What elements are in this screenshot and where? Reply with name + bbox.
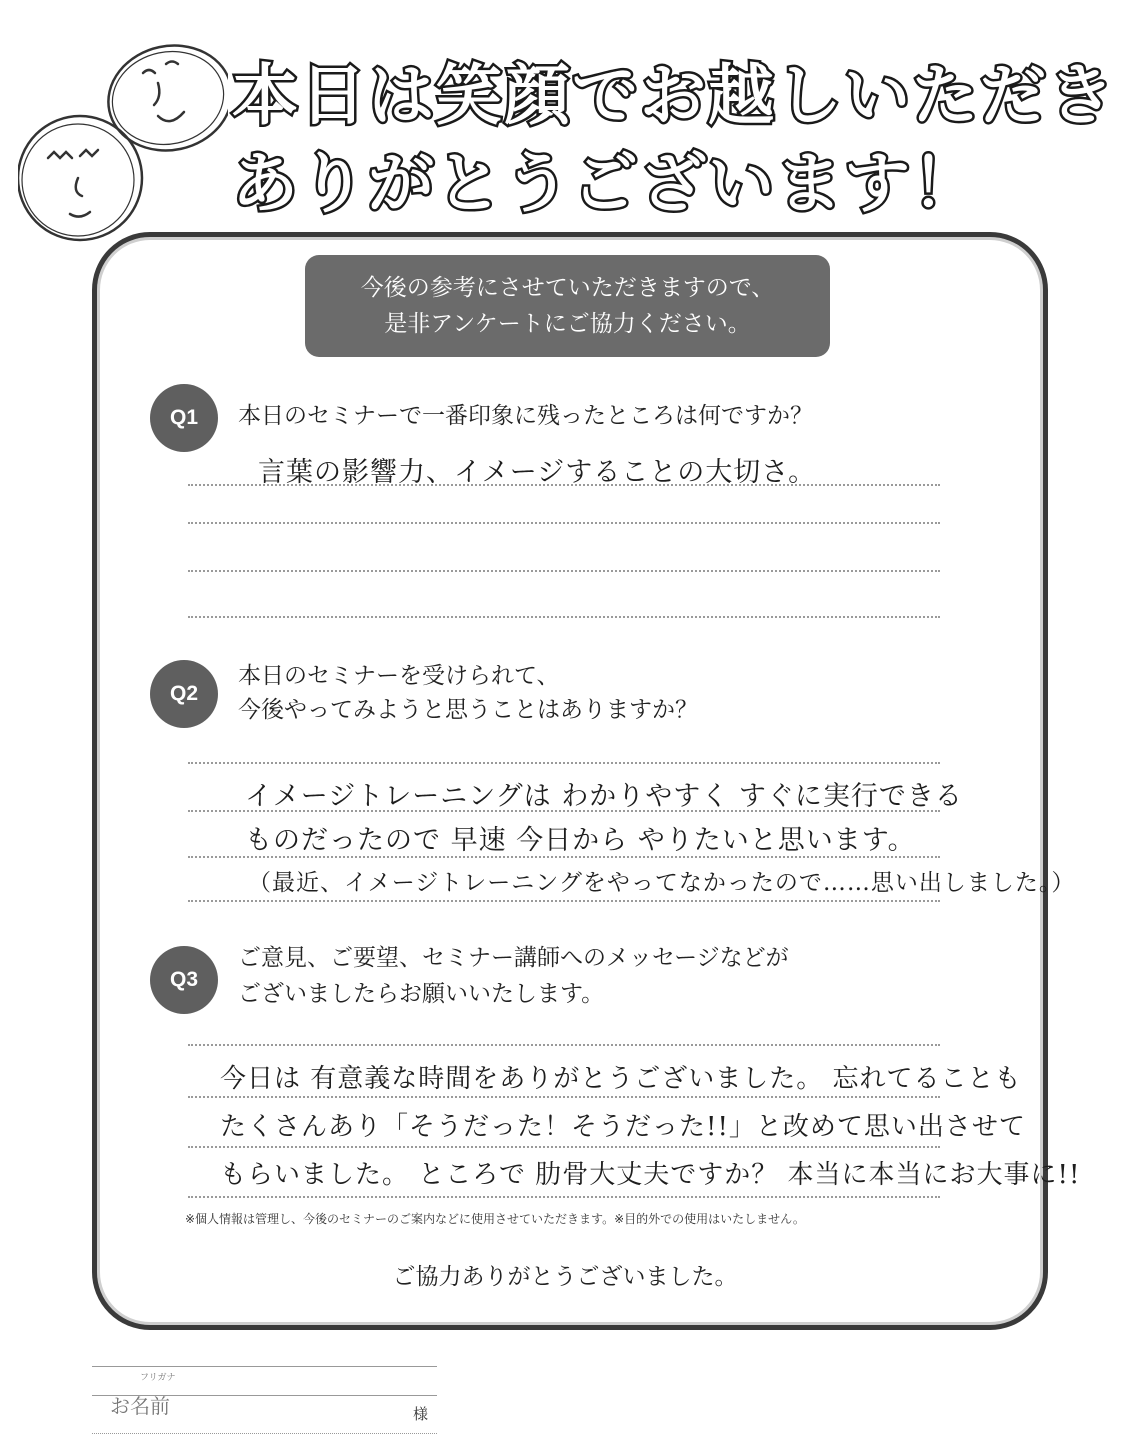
q2-badge: Q2	[150, 660, 218, 728]
answer-line	[188, 1044, 940, 1046]
answer-line	[188, 570, 940, 572]
answer-line	[188, 522, 940, 524]
instruction-banner	[305, 255, 830, 357]
answer-line	[188, 1196, 940, 1198]
furigana-line	[92, 1366, 437, 1367]
name-line	[92, 1433, 437, 1434]
q3-text-line-1: ご意見、ご要望、セミナー講師へのメッセージなどが	[238, 945, 789, 971]
banner-line-2: 是非アンケートにご協力ください。	[384, 311, 751, 337]
q2-answer-line-3: （最近、イメージトレーニングをやってなかったので……思い出しました。）	[248, 870, 1076, 896]
q3-answer-line-1: 今日は 有意義な時間をありがとうございました。 忘れてることも	[220, 1064, 1022, 1094]
honorific-label: 様	[413, 1405, 429, 1423]
answer-line	[188, 762, 940, 764]
q3-answer-line-2: たくさんあり「そうだった！そうだった!!」と改めて思い出させて	[220, 1112, 1026, 1142]
privacy-note: ※個人情報は管理し、今後のセミナーのご案内などに使用させていただきます。※目的外での使用はいたしません。	[185, 1212, 805, 1226]
answer-line	[188, 616, 940, 618]
answer-line	[188, 900, 940, 902]
q3-answer-line-3: もらいました。 ところで 肋骨大丈夫ですか？ 本当に本当にお大事に!!	[220, 1160, 1081, 1190]
furigana-label: フリガナ	[140, 1373, 176, 1383]
q1-answer: 言葉の影響力、イメージすることの大切さ。	[258, 457, 817, 488]
name-label: お名前	[110, 1394, 170, 1418]
banner-line-1: 今後の参考にさせていただきますので、	[360, 275, 775, 301]
q3-text-line-2: ございましたらお願いいたします。	[238, 981, 605, 1007]
q2-answer-line-2: ものだったので 早速 今日から やりたいと思います。	[245, 825, 916, 856]
q2-text-line-1: 本日のセミナーを受けられて、	[238, 663, 560, 689]
thanks-message: ご協力ありがとうございました。	[392, 1264, 738, 1290]
q1-badge: Q1	[150, 384, 218, 452]
q2-answer-line-1: イメージトレーニングは わかりやすく すぐに実行できる	[245, 781, 963, 812]
answer-line	[188, 1096, 940, 1098]
answer-line	[188, 1146, 940, 1148]
smiley-faces-doodle	[18, 28, 228, 248]
title-line-2: ありがとうございます！	[232, 145, 980, 222]
q3-badge: Q3	[150, 946, 218, 1014]
q1-text: 本日のセミナーで一番印象に残ったところは何ですか？	[238, 403, 813, 429]
answer-line	[188, 810, 940, 812]
q2-text-line-2: 今後やってみようと思うことはありますか？	[238, 697, 698, 723]
answer-line	[188, 484, 940, 486]
title-line-1: 本日は笑顔でお越しいただき	[232, 57, 1116, 134]
answer-line	[188, 856, 940, 858]
page-title	[232, 52, 1116, 228]
